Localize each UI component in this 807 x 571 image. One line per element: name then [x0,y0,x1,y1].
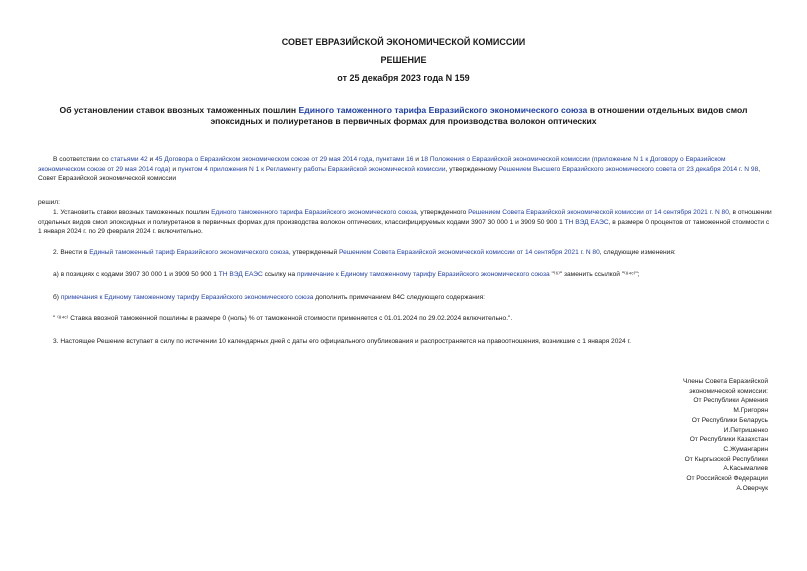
council-decision-link[interactable]: Решением Совета Евразийской экономической комиссии от 14 сентября 2021 г. N 80 [468,209,729,216]
text: В соответствии со [53,156,111,163]
tariff-notes-link[interactable]: примечания к Единому таможенному тарифу Евразийского экономического союза [60,294,314,301]
signature-line: С.Жумангарин [723,445,768,453]
item-2a [38,270,773,280]
title-text: Об установлении ставок ввозных таможенных пошлин [59,105,299,115]
title-tariff-link[interactable]: Единого таможенного тарифа Евразийского экономического союза [298,105,588,115]
council-header: СОВЕТ ЕВРАЗИЙСКОЙ ЭКОНОМИЧЕСКОЙ КОМИССИИ [281,37,526,47]
commission-regulation-link[interactable]: 18 Положения о Евразийской экономической комиссии (приложение N 1 к Договору о Евразийском экономическом союзе от 29 мая 2014 года) [38,156,726,173]
item-1 [38,208,773,237]
signature-line: А.Касымалиев [723,465,768,473]
text: б) [53,294,61,301]
text: , [372,156,376,163]
text: " заменить ссылкой " [559,271,625,278]
item-2b [38,293,773,303]
decided-label: решил: [38,199,60,206]
signature-line: А.Оверчук [736,484,768,492]
text: и [147,156,156,163]
item-3: 3. Настоящее Решение вступает в силу по истечении 10 календарных дней с даты его официального опубликования и распространяется на правоотношения, возникшие с 1 января 2024 г. [53,338,631,345]
text: и [170,165,178,173]
signature-line: Члены Совета Евразийской [682,378,768,385]
text: " [549,271,554,278]
signatures-block [560,377,768,493]
tn-ved-link[interactable]: ТН ВЭД ЕАЭС [564,218,609,226]
text: 2. Внести в [53,249,90,256]
text: , в размере 0 процентов от таможенной стоимости с 1 января 2024 г. по 29 февраля 2024 г. включительно. [38,218,770,236]
signature-line: М.Григорян [733,407,768,415]
text: , утвержденного [416,209,469,216]
treaty-link[interactable]: 45 Договора о Евразийском экономическом союзе от 29 мая 2014 года [155,156,373,163]
supreme-council-decision-link[interactable]: Решением Высшего Евразийского экономического совета от 23 декабря 2014 г. N 98 [498,165,759,173]
text: а) в позициях с кодами 3907 30 000 1 и 3909 50 900 1 [53,271,219,278]
note-reference-glyph: ⁽⁸⁴ᶜ⁾ [624,271,636,278]
note-reference-glyph: ⁽⁶⁾ [553,271,560,278]
work-rules-link[interactable]: пунктом 4 приложения N 1 к Регламенту работы Евразийской экономической комиссии [177,165,446,173]
text: ссылку на [262,271,297,278]
document-type: РЕШЕНИЕ [380,55,427,65]
text: и [413,156,421,163]
document-title [40,105,767,127]
regulation-points-link[interactable]: пунктами 16 [375,156,414,163]
signature-line: От Республики Беларусь [691,416,768,424]
signature-line: И.Петришенко [723,426,768,434]
tn-ved-link[interactable]: ТН ВЭД ЕАЭС [218,271,263,278]
tariff-note-link[interactable]: примечание к Единому таможенному тарифу Евразийского экономического союза [297,271,550,278]
tariff-link[interactable]: Единый таможенный тариф Евразийского экономического союза [89,249,289,256]
item-2 [38,248,773,258]
preamble-paragraph [38,155,773,184]
text: , в отношении отдельных видов смол эпоксидных и полиуретанов в первичных формах для производства волокон оптических, классифицируемых кодами 3907 30 000 1 и 3909 50 900 1 [38,209,772,226]
text: , следующие изменения: [599,249,676,256]
signature-line: От Республики Казахстан [689,436,768,444]
tariff-link[interactable]: Единого таможенного тарифа Евразийского экономического союза [211,209,417,216]
text: , утвержденный [288,249,340,256]
signature-line: От Российской Федерации [686,475,768,483]
signature-line: экономической комиссии: [689,387,768,395]
text: " [53,315,58,322]
note-84c [38,314,773,324]
text: "; [635,271,640,278]
treaty-articles-link[interactable]: статьями 42 [110,156,148,163]
text: дополнить примечанием 84С следующего содержания: [313,294,485,301]
signature-line: От Кыргызской Республики [684,455,768,463]
text: , утвержденному [445,165,499,173]
title-text: в отношении отдельных видов смол эпоксидных и полиуретанов в первичных формах для производства волокон оптических [210,105,748,126]
council-decision-link[interactable]: Решением Совета Евразийской экономической комиссии от 14 сентября 2021 г. N 80 [339,249,600,256]
text: , Совет Евразийской экономической комиссии [38,165,761,183]
note-reference-glyph: ⁽⁸⁴ᶜ⁾ [57,315,69,322]
text: Ставка ввозной таможенной пошлины в размере 0 (ноль) % от таможенной стоимости применяется с 01.01.2024 по 29.02.2024 включительно.". [68,315,513,322]
signature-line: От Республики Армения [693,397,768,405]
document-date: от 25 декабря 2023 года N 159 [337,73,470,83]
text: 1. Установить ставки ввозных таможенных пошлин [53,209,212,216]
